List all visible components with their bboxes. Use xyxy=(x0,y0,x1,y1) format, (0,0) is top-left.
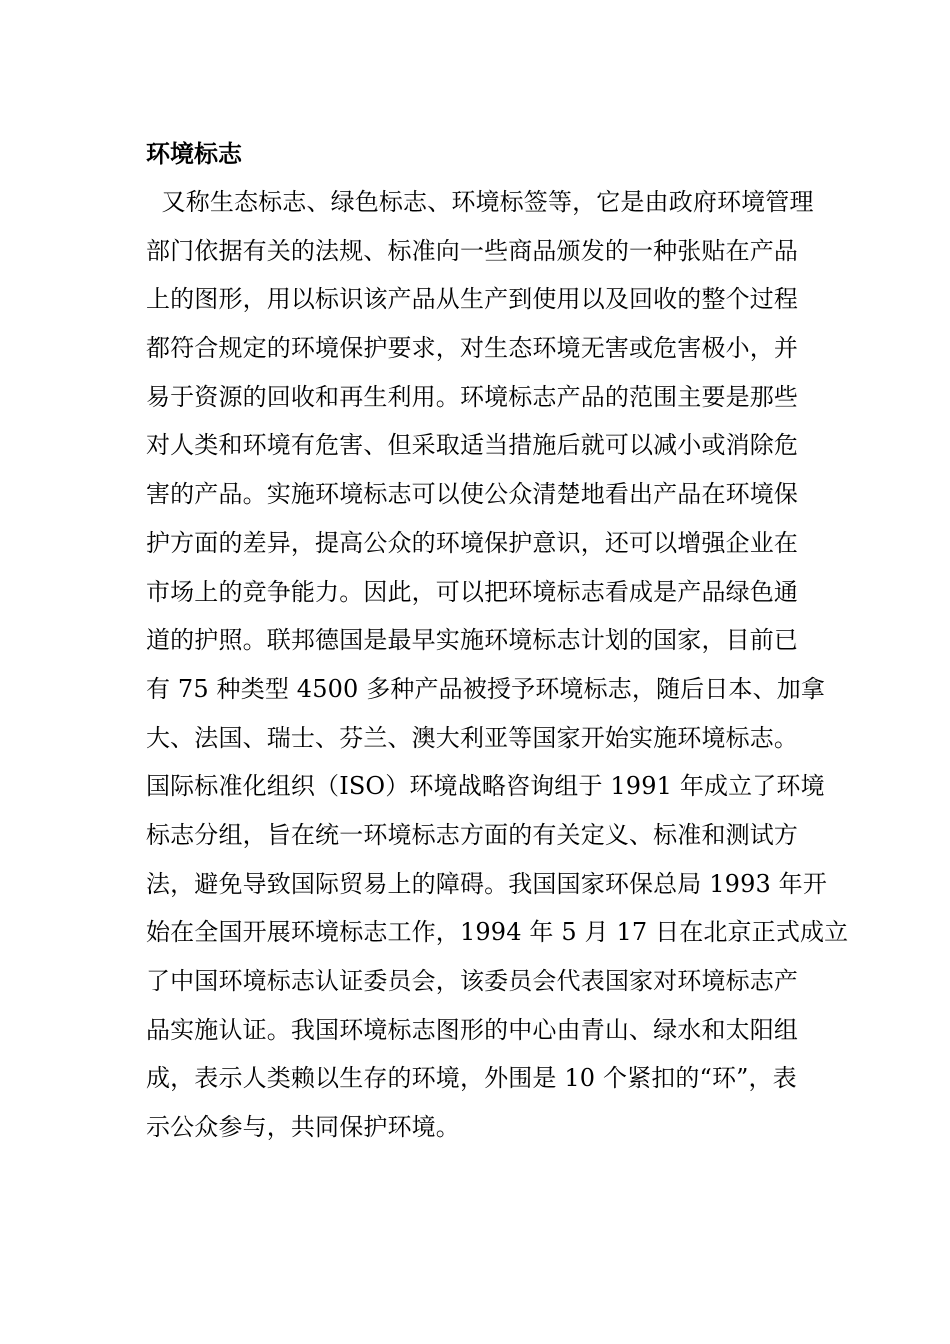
body-line: 都符合规定的环境保护要求，对生态环境无害或危害极小，并 xyxy=(146,334,799,363)
body-line: 易于资源的回收和再生利用。环境标志产品的范围主要是那些 xyxy=(146,382,799,411)
body-line: 国际标准化组织（ISO）环境战略咨询组于 1991 年成立了环境 xyxy=(146,772,825,801)
body-line: 有 75 种类型 4500 多种产品被授予环境标志，随后日本、加拿 xyxy=(146,674,826,703)
document-body xyxy=(146,182,849,1156)
body-line: 标志分组，旨在统一环境标志方面的有关定义、标准和测试方 xyxy=(146,820,799,849)
body-line: 害的产品。实施环境标志可以使公众清楚地看出产品在环境保 xyxy=(146,480,799,509)
body-line: 市场上的竞争能力。因此，可以把环境标志看成是产品绿色通 xyxy=(146,577,799,606)
body-line: 成，表示人类赖以生存的环境，外围是 10 个紧扣的“环”，表 xyxy=(146,1064,797,1093)
body-line: 部门依据有关的法规、标准向一些商品颁发的一种张贴在产品 xyxy=(146,236,799,265)
body-line: 又称生态标志、绿色标志、环境标签等，它是由政府环境管理 xyxy=(146,188,814,216)
body-line: 了中国环境标志认证委员会，该委员会代表国家对环境标志产 xyxy=(146,967,799,995)
document-title: 环境标志 xyxy=(146,140,242,168)
body-line: 大、法国、瑞士、芬兰、澳大利亚等国家开始实施环境标志。 xyxy=(146,723,799,752)
body-line: 上的图形，用以标识该产品从生产到使用以及回收的整个过程 xyxy=(146,285,799,314)
body-line: 示公众参与，共同保护环境。 xyxy=(146,1113,460,1142)
body-line: 始在全国开展环境标志工作，1994 年 5 月 17 日在北京正式成立 xyxy=(146,918,849,947)
body-line: 对人类和环境有危害、但采取适当措施后就可以减小或消除危 xyxy=(146,431,799,460)
body-line: 法，避免导致国际贸易上的障碍。我国国家环保总局 1993 年开 xyxy=(146,869,827,898)
body-line: 品实施认证。我国环境标志图形的中心由青山、绿水和太阳组 xyxy=(146,1015,799,1044)
body-line: 道的护照。联邦德国是最早实施环境标志计划的国家，目前已 xyxy=(146,626,799,655)
body-line: 护方面的差异，提高公众的环境保护意识，还可以增强企业在 xyxy=(146,528,799,557)
